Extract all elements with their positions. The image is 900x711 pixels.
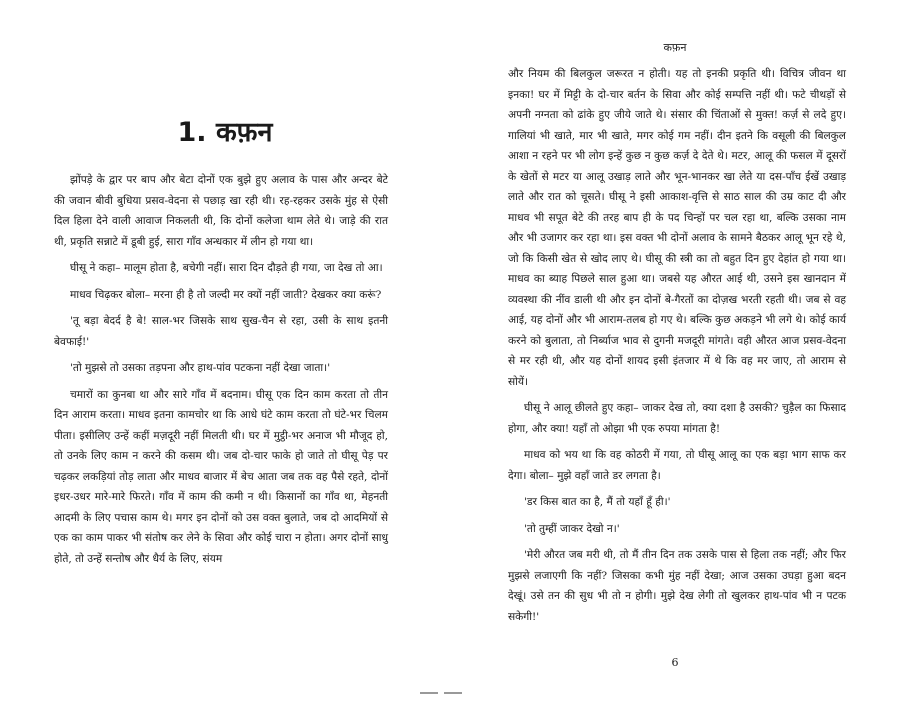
paragraph: घीसू ने आलू छीलते हुए कहा– जाकर देख तो, क्या दशा है उसकी? चुड़ैल का फिसाद होगा, और क्या! यहाँ तो ओझा भी एक रुपया मांगता है! <box>508 402 846 435</box>
left-page-text <box>54 170 388 575</box>
paragraph: और नियम की बिलकुल जरूरत न होती। यह तो इनकी प्रकृति थी। विचित्र जीवन था इनका! घर में मिट्टी के दो-चार बर्तन के सिवा और कोई सम्पत्ति नहीं थी। फटे चीथड़ों से अपनी नग्नता को ढांके हुए जीये जाते थे। संसार की चिंताओं से मुक्त! कर्ज़ से लदे हुए। गालियां भी खाते, मार भी खाते, मगर कोई गम नहीं। दीन इतने कि वसूली की बिलकुल आशा न रहने पर भी लोग इन्हें कुछ न कुछ कर्ज़ दे देते थे। मटर, आलू की फसल में दूसरों के खेतों से मटर या आलू उखाड़ लाते और भून-भानकर खा लेते या दस-पाँच ईखें उखाड़ लाते और रात को चूसते। घीसू ने इसी आकाश-वृत्ति से साठ साल की उम्र काट दी और माधव भी सपूत बेटे की तरह बाप ही के पद चिन्हों पर चल रहा था, बल्कि उसका नाम और भी उजागर कर रहा था। इस वक्त भी दोनों अलाव के सामने बैठकर आलू भून रहे थे, जो कि किसी खेत से खोद लाए थे। घीसू की स्त्री का तो बहुत दिन हुए देहांत हो गया था। माधव का ब्याह पिछले साल हुआ था। जबसे यह औरत आई थी, उसने इस खानदान में व्यवस्था की नींव डाली थी और इन दोनों बे-गैरतों का दोज़ख भरती रहती थी। जब से वह आई, यह दोनों और भी आराम-तलब हो गए थे। बल्कि कुछ अकड़ने भी लगे थे। कोई कार्य करने को बुलाता, तो निर्ब्याज भाव से दुगनी मजदूरी मांगते। वही औरत आज प्रसव-वेदना से मर रही थी, और यह दोनों शायद इसी इंतजार में थे कि वह मर जाए, तो आराम से सोयें। <box>508 68 846 388</box>
paragraph: 'तो तुम्हीं जाकर देखो न।' <box>524 522 620 535</box>
scroll-mark <box>420 692 438 694</box>
paragraph: घीसू ने कहा– मालूम होता है, बचेगी नहीं। सारा दिन दौड़ते ही गया, जा देख तो आ। <box>70 262 383 274</box>
left-page <box>0 0 450 700</box>
scroll-mark <box>444 692 462 694</box>
paragraph: चमारों का कुनबा था और सारे गाँव में बदनाम। घीसू एक दिन काम करता तो तीन दिन आराम करता। माधव इतना कामचोर था कि आधे घंटे काम करता तो घंटे-भर चिलम पीता। इसीलिए उन्हें कहीं मज़दूरी नहीं मिलती थी। घर में मुट्ठी-भर अनाज भी मौजूद हो, तो उनके लिए काम न करने की कसम थी। जब दो-चार फाके हो जाते तो घीसू पेड़ पर चढ़कर लकड़ियां तोड़ लाता और माधव बाजार में बेच आता जब तक वह पैसे रहते, दोनों इधर-उधर मारे-मारे फिरते। गाँव में काम की कमी न थी। किसानों का गाँव था, मेहनती आदमी के लिए पचास काम थे। मगर इन दोनों को उस वक्त बुलाते, जब दो आदमियों से एक का काम पाकर भी संतोष कर लेने के सिवा और कोई चारा न होता। अगर दोनों साधु होते, तो उन्हें सन्तोष और धैर्य के लिए, संयम <box>54 388 388 565</box>
right-page-text <box>508 64 846 633</box>
running-head: कफ़न <box>663 41 687 54</box>
paragraph: झोंपड़े के द्वार पर बाप और बेटा दोनों एक बुझे हुए अलाव के पास और अन्दर बेटे की जवान बीवी बुधिया प्रसव-वेदना से पछाड़ खा रही थी। रह-रहकर उसके मुंह से ऐसी दिल हिला देने वाली आवाज निकलती थी, कि दोनों कलेजा थाम लेते थे। जाड़े की रात थी, प्रकृति सन्नाटे में डूबी हुई, सारा गाँव अन्धकार में लीन हो गया था। <box>54 174 388 248</box>
scroll-indicator <box>420 692 480 700</box>
paragraph: 'डर किस बात का है, मैं तो यहाँ हूँ ही।' <box>524 496 671 508</box>
paragraph: 'मेरी औरत जब मरी थी, तो मैं तीन दिन तक उसके पास से हिला तक नहीं; और फिर मुझसे लजाएगी कि नहीं? जिसका कभी मुंह नहीं देखा; आज उसका उघड़ा हुआ बदन देखूं। उसे तन की सुध भी तो न होगी। मुझे देख लेगी तो खुलकर हाथ-पांव भी न पटक सकेगी!' <box>508 549 846 623</box>
paragraph: माधव चिढ़कर बोला– मरना ही है तो जल्दी मर क्यों नहीं जाती? देखकर क्या करूं? <box>70 288 382 301</box>
paragraph: 'तू बड़ा बेदर्द है बे! साल-भर जिसके साथ सुख-चैन से रहा, उसी के साथ इतनी बेवफाई!' <box>54 315 388 348</box>
page-number: 6 <box>671 656 679 669</box>
chapter-title: 1. कफ़न <box>177 117 273 148</box>
right-page <box>450 0 900 700</box>
paragraph: 'तो मुझसे तो उसका तड़पना और हाथ-पांव पटकना नहीं देखा जाता।' <box>70 362 331 374</box>
paragraph: माधव को भय था कि वह कोठरी में गया, तो घीसू आलू का एक बड़ा भाग साफ कर देगा। बोला– मुझे वहाँ जाते डर लगता है। <box>508 449 846 482</box>
